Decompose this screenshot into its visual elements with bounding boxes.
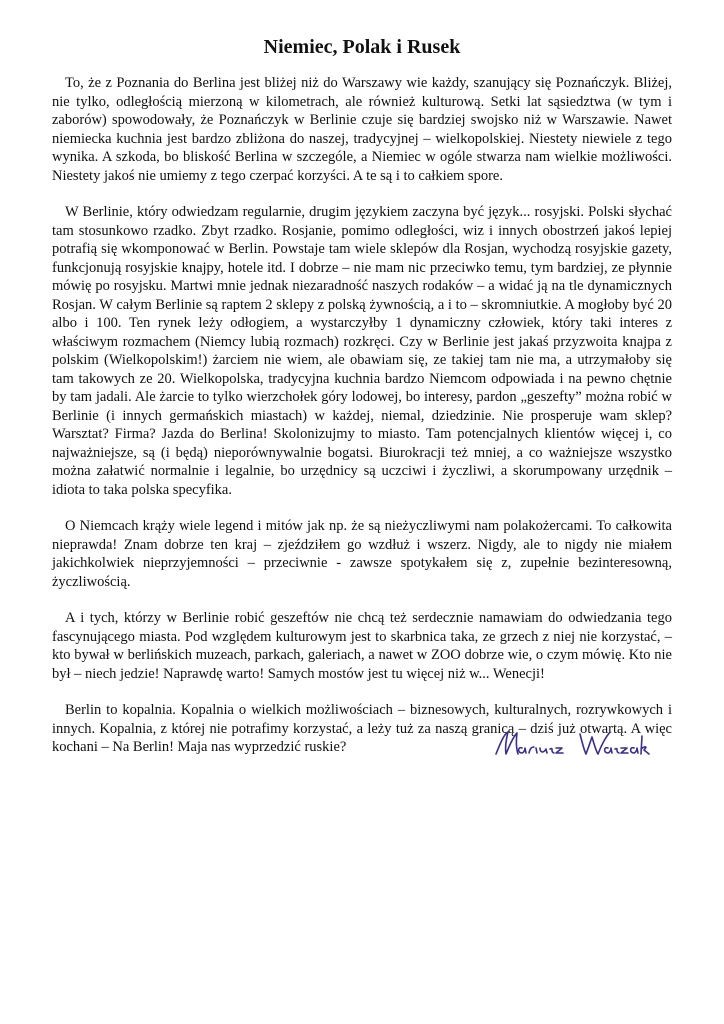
paragraph-5: Berlin to kopalnia. Kopalnia o wielkich możliwościach – biznesowych, kulturalnych, rozrywkowych i innych. Kopalnia, z której nie potrafimy korzystać, a leży tuż za naszą granicą – dziś już otwartą. A więc kochani – Na Berlin! Maja nas wyprzedzić ruskie? xyxy=(52,702,672,755)
page-title: Niemiec, Polak i Rusek xyxy=(263,36,461,58)
article-body xyxy=(52,74,672,775)
paragraph-4: A i tych, którzy w Berlinie robić geszeftów nie chcą też serdecznie namawiam do odwiedzania tego fascynującego miasta. Pod względem kulturowym jest to skarbnica taka, ze grzech z niej nie korzystać, – kto bywał w berlińskich muzeach, parkach, galeriach, a nawet w ZOO dobrze wie, o czym mówię. Kto nie był – niech jedzie! Naprawdę warto! Samych mostów jest tu więcej niż w... Wenecji! xyxy=(52,610,672,682)
paragraph-1: To, że z Poznania do Berlina jest bliżej niż do Warszawy wie każdy, szanujący się Poznańczyk. Bliżej, nie tylko, odległością mierzoną w kilometrach, ale również kulturową. Setki lat sąsiedztwa (w tym i zaborów) spowodowały, że Poznańczyk w Berlinie czuje się bardziej swojsko niż w Warszawie. Nawet niemiecka kuchnia jest bardzo zbliżona do naszej, tradycyjnej – wielkopolskiej. Niestety niewiele z tego wynika. A szkoda, bo bliskość Berlina w szczególe, a Niemiec w ogóle stwarza nam wielkie możliwości. Niestety jakoś nie umiemy z tego czerpać korzyści. A te są i to całkiem spore. xyxy=(52,75,672,184)
paragraph-3: O Niemcach krąży wiele legend i mitów jak np. że są nieżyczliwymi nam polakożercami. To całkowita nieprawda! Znam dobrze ten kraj – zjeździłem go wzdłuż i wszerz. Nigdy, ale to nigdy nie miałem jakichkolwiek nieprzyjemności – przeciwnie - zawsze spotykałem się z, zupełnie bezinteresowną, życzliwością. xyxy=(52,518,672,590)
paragraph-2: W Berlinie, który odwiedzam regularnie, drugim językiem zaczyna być język... rosyjski. Polski słychać tam stosunkowo rzadko. Zbyt rzadko. Rosjanie, pomimo odległości, wiz i innych obostrzeń jakoś lepiej potrafią się wkomponować w Berlin. Powstaje tam wiele sklepów dla Rosjan, wychodzą rosyjskie gazety, funkcjonują rosyjskie knajpy, hotele itd. I dobrze – nie mam nic przeciwko temu, tym bardziej, ze płynnie mówię po rosyjsku. Martwi mnie jednak niezaradność naszych rodaków – a widać ją na tle dynamicznych Rosjan. W całym Berlinie są raptem 2 sklepy z polską żywnością, a i to – skromniutkie. A mogłoby być 20 albo i 100. Ten rynek leży odłogiem, a wystarczyłby 1 dynamiczny człowiek, który taki interes z właściwym rozmachem (Niemcy lubią rozmach) rozkręci. Czy w Berlinie jest jakaś przyzwoita knajpa z polskim (Wielkopolskim!) żarciem nie wiem, ale obawiam się, ze takiej tam nie ma, a utrzymałoby się tam takowych ze 20. Wielkopolska, tradycyjna kuchnia bardzo Niemcom odpowiada i na pewno chętnie by tam jadali. Ale żarcie to tylko wierzchołek góry lodowej, bo interesy, pardon „geszefty” można robić w Berlinie (i innych germańskich miastach) w każdej, niemal, dziedzinie. Nie prosperuje wam sklep? Warsztat? Firma? Jazda do Berlina! Skolonizujmy to miasto. Tam potencjalnych klientów więcej i, co najważniejsze, są (i będą) nieporównywalnie bogatsi. Biurokracji też mniej, a co ważniejsze wszystko można załatwić normalnie i legalnie, bo urzędnicy są uczciwi i życzliwi, a skorumpowany urzędnik – idiota to taka polska specyfika. xyxy=(52,204,672,498)
handwritten-signature xyxy=(492,724,662,764)
